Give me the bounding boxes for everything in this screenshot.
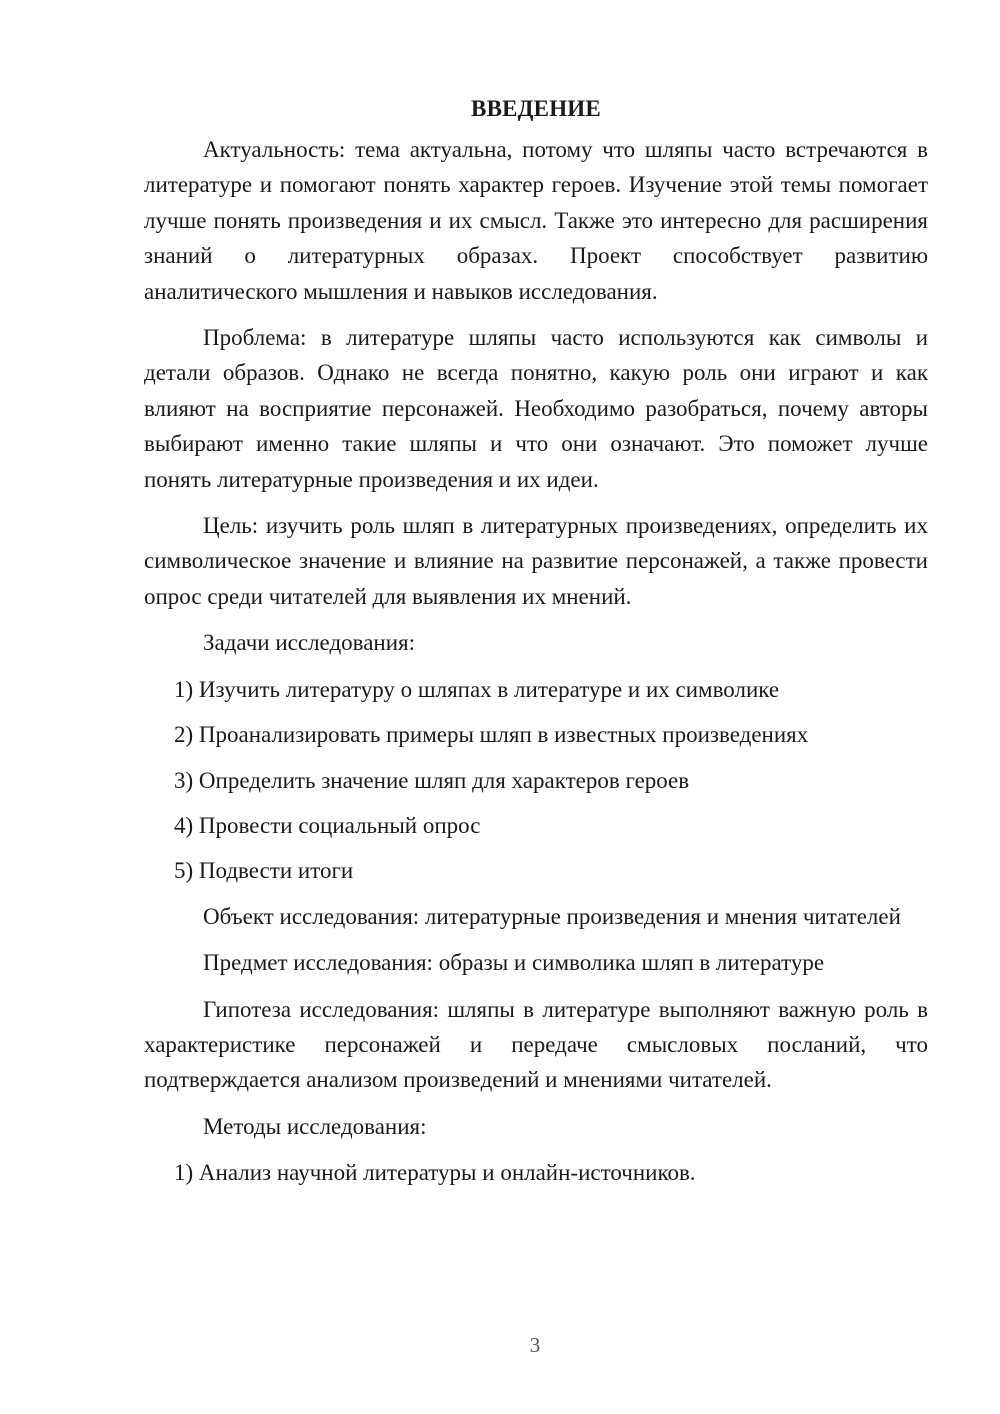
task-item: 2) Проанализировать примеры шляп в известных произведениях [174, 722, 809, 748]
subject-paragraph: Предмет исследования: образы и символика шляп в литературе [203, 950, 825, 976]
task-item: 3) Определить значение шляп для характеров героев [174, 767, 690, 793]
object-paragraph: Объект исследования: литературные произведения и мнения читателей [203, 903, 901, 929]
methods-title: Методы исследования: [203, 1113, 427, 1139]
page-number: 3 [529, 1333, 541, 1357]
method-item: 1) Анализ научной литературы и онлайн-источников. [174, 1160, 696, 1186]
task-item: 4) Провести социальный опрос [174, 812, 481, 838]
document-page [144, 92, 928, 1201]
goal-paragraph: Цель: изучить роль шляп в литературных произведениях, определить их символическое значение и влияние на развитие персонажей, а также провести опрос среди читателей для выявления их мнений. [144, 513, 928, 609]
section-heading: ВВЕДЕНИЕ [471, 96, 601, 121]
relevance-paragraph: Актуальность: тема актуальна, потому что шляпы часто встречаются в литературе и помогают понять характер героев. Изучение этой темы помогает лучше понять произведения и их смысл. Также это интересно для расширения знаний о литературных образах. Проект способствует развитию аналитического мышления и навыков исследования. [144, 137, 928, 304]
hypothesis-paragraph: Гипотеза исследования: шляпы в литературе выполняют важную роль в характеристике персонажей и передаче смысловых посланий, что подтверждается анализом произведений и мнениями читателей. [144, 996, 928, 1093]
task-item: 1) Изучить литературу о шляпах в литературе и их символике [174, 676, 780, 702]
problem-paragraph: Проблема: в литературе шляпы часто используются как символы и детали образов. Однако не всегда понятно, какую роль они играют и как влияют на восприятие персонажей. Необходимо разобраться, почему авторы выбирают именно такие шляпы и что они означают. Это поможет лучше понять литературные произведения и их идеи. [144, 325, 928, 492]
tasks-title: Задачи исследования: [203, 630, 416, 656]
task-item: 5) Подвести итоги [174, 858, 354, 884]
